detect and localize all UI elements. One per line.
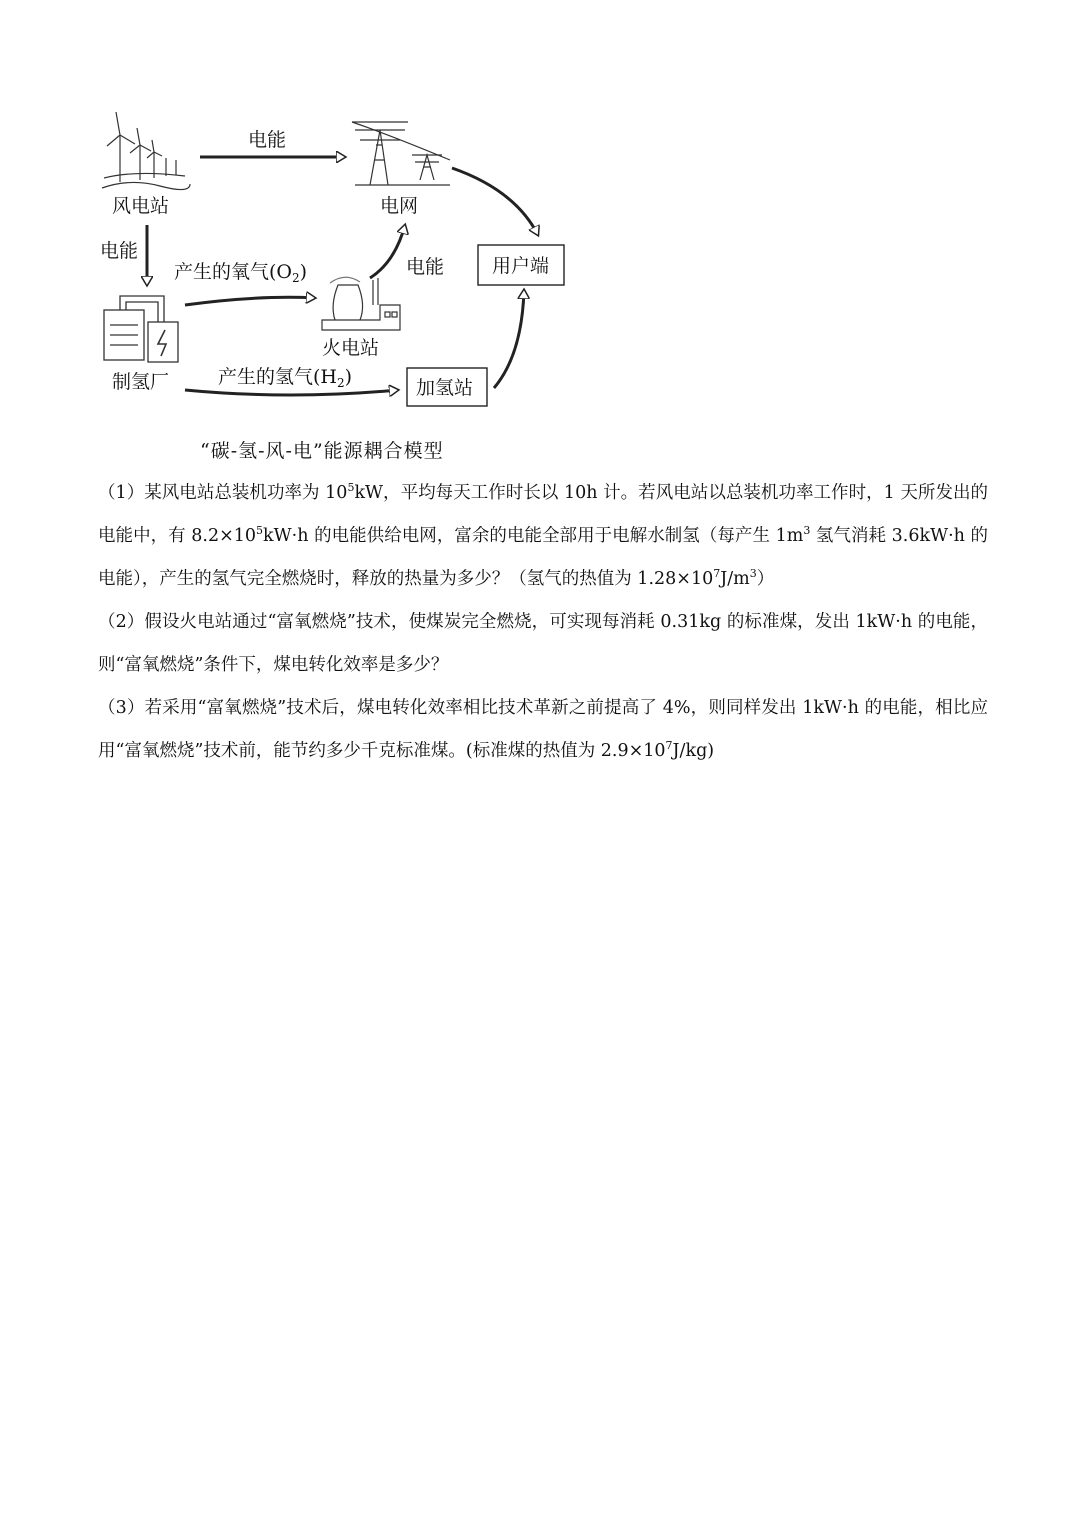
arrow-grid-to-user	[452, 168, 538, 235]
energy-coupling-diagram	[90, 100, 610, 430]
oxygen-close: )	[299, 261, 308, 283]
diagram-caption: “碳-氢-风-电”能源耦合模型	[200, 440, 444, 462]
q1-text-3: kW·h 的电能供给电网，富余的电能全部用于电解水制氢（每产生 1m	[263, 526, 804, 546]
q1-text-6: ）	[756, 569, 775, 589]
thermal-station-label: 火电站	[322, 337, 380, 359]
wind-turbine-icon	[102, 112, 190, 190]
q3-text-1: （3）若采用“富氧燃烧”技术后，煤电转化效率相比技术革新之前提高了 4%，则同样发出 1kW·h 的电能，相比应用“富氧燃烧”技术前，能节约多少千克标准煤。(标准煤的热值为 2.9×10	[98, 698, 988, 761]
question-2: （2）假设火电站通过“富氧燃烧”技术，使煤炭完全燃烧，可实现每消耗 0.31kg 的标准煤，发出 1kW·h 的电能，则“富氧燃烧”条件下，煤电转化效率是多少？	[98, 612, 988, 675]
q1-text-4: 氢气消耗 3.6kW·h 的电能），产生的氢气完全燃烧时，释放的热量为多少？（氢气的热值为 1.28×10	[98, 526, 989, 589]
refuel-station-label: 加氢站	[416, 377, 474, 399]
oxygen-subscript: 2	[292, 271, 300, 285]
q1-sup-5: 3	[749, 567, 757, 581]
question-text	[98, 472, 988, 773]
hydrogen-close: )	[344, 366, 353, 388]
power-tower-icon	[352, 122, 450, 185]
q1-text-2: kW，平均每天工作时长以 10h 计。若风电站以总装机功率工作时，1 天所发出的电能中，有 8.2×10	[98, 483, 989, 546]
q1-text-1: （1）某风电站总装机功率为 10	[98, 483, 348, 503]
hydrogen-plant-icon	[104, 296, 178, 362]
arrow-refuel-to-user	[494, 290, 524, 388]
arrow-top-label: 电能	[248, 129, 287, 151]
q1-sup-3: 3	[803, 524, 811, 538]
q3-text-2: J/kg)	[672, 741, 715, 761]
q3-sup-1: 7	[665, 739, 673, 753]
oxygen-label-text: 产生的氧气(O	[174, 261, 292, 283]
grid-label: 电网	[380, 195, 419, 217]
hydrogen-subscript: 2	[336, 376, 345, 390]
question-3	[98, 687, 988, 773]
arrow-thermal-to-grid	[370, 225, 405, 278]
user-end-label: 用户端	[492, 255, 550, 277]
arrow-thermal-label: 电能	[406, 256, 445, 278]
hydrogen-plant-label: 制氢厂	[112, 371, 170, 393]
thermal-plant-icon	[322, 277, 400, 330]
q1-sup-1: 5	[347, 481, 355, 495]
q1-text-5: J/m	[720, 569, 750, 589]
wind-station-label: 风电站	[112, 195, 170, 217]
hydrogen-label	[218, 366, 352, 390]
arrow-left-label: 电能	[100, 240, 139, 262]
q1-sup-2: 5	[256, 524, 264, 538]
oxygen-label	[174, 261, 307, 285]
question-1	[98, 472, 988, 601]
hydrogen-label-text: 产生的氢气(H	[218, 366, 337, 388]
arrow-hydrogen-to-refuel	[185, 390, 398, 395]
q1-sup-4: 7	[713, 567, 721, 581]
arrow-oxygen-to-thermal	[185, 297, 315, 305]
